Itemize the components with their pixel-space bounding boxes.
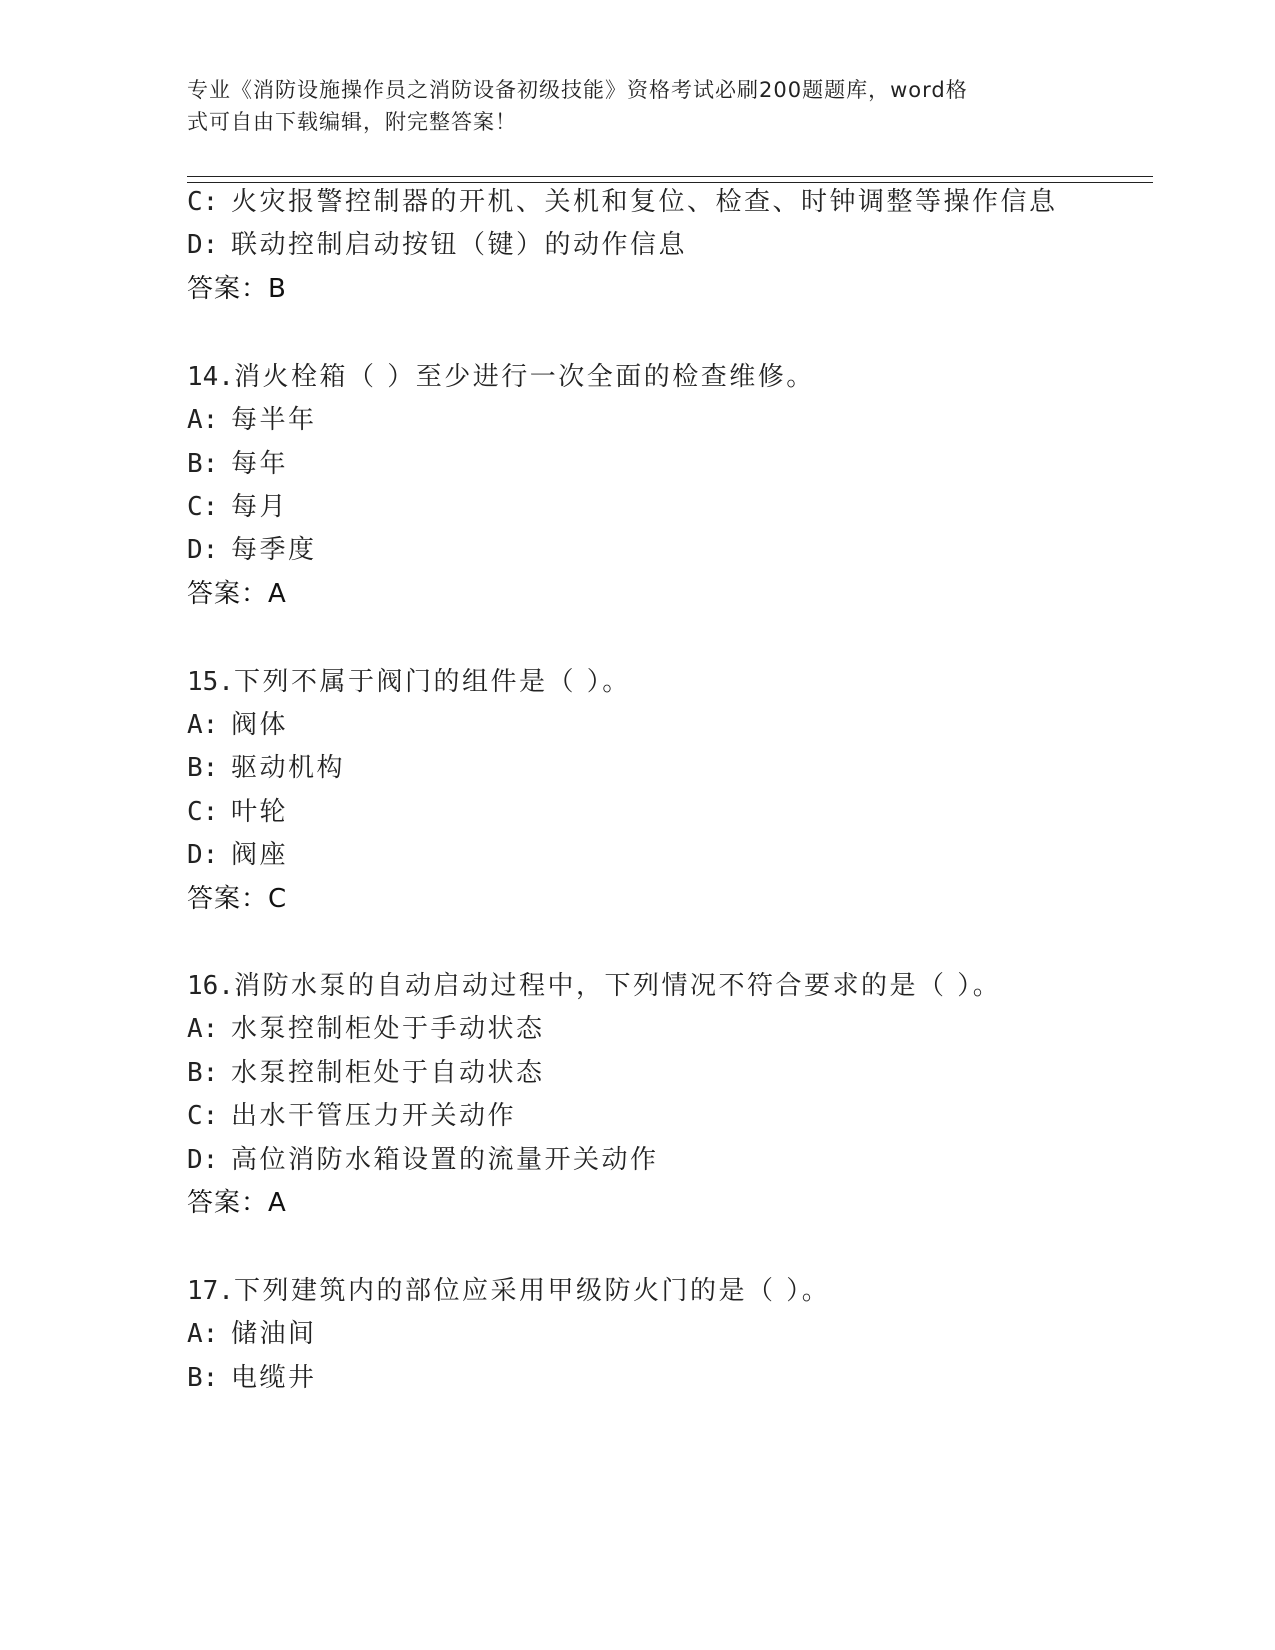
header-line-2: 式可自由下载编辑，附完整答案！	[187, 110, 517, 134]
option-text: 每半年	[231, 405, 317, 435]
option-label: A:	[187, 405, 219, 435]
option-line	[187, 707, 288, 743]
option-line	[187, 489, 288, 525]
question-number: 14.	[187, 362, 234, 392]
header-divider-top	[187, 176, 1153, 177]
option-label: A:	[187, 1319, 219, 1349]
question-stem	[187, 968, 1001, 1004]
question-text: 消防水泵的自动启动过程中，下列情况不符合要求的是（ ）。	[233, 971, 1002, 1001]
question-number: 16.	[187, 971, 234, 1001]
option-line	[187, 446, 288, 482]
question-number: 15.	[187, 667, 234, 697]
option-label: B:	[187, 1058, 219, 1088]
option-label: A:	[187, 710, 219, 740]
option-label: B:	[187, 1363, 219, 1393]
option-text: 每年	[231, 449, 289, 479]
header-divider-bottom	[187, 182, 1153, 183]
option-line	[187, 184, 1058, 220]
option-line	[187, 837, 288, 873]
option-label: D:	[187, 1145, 219, 1175]
option-text: 每月	[231, 492, 289, 522]
option-text: 阀座	[231, 840, 289, 870]
answer-line: 答案：C	[187, 884, 288, 914]
answer-line: 答案：A	[187, 1188, 287, 1218]
option-line	[187, 750, 345, 786]
option-text: 叶轮	[231, 797, 289, 827]
option-line	[187, 794, 288, 830]
question-number: 17.	[187, 1276, 234, 1306]
option-text: 储油间	[231, 1319, 317, 1349]
option-text: 出水干管压力开关动作	[231, 1101, 517, 1131]
option-text: 阀体	[231, 710, 289, 740]
question-text: 消火栓箱（ ）至少进行一次全面的检查维修。	[233, 362, 815, 392]
option-text: 水泵控制柜处于手动状态	[231, 1014, 545, 1044]
header-line-1: 专业《消防设施操作员之消防设备初级技能》资格考试必刷200题题库，word格	[187, 78, 968, 102]
option-line	[187, 402, 317, 438]
option-text: 每季度	[231, 535, 317, 565]
question-stem	[187, 1273, 830, 1309]
option-line	[187, 1098, 516, 1134]
answer-line: 答案：B	[187, 274, 287, 304]
option-label: B:	[187, 753, 219, 783]
option-line	[187, 1142, 659, 1178]
option-line	[187, 532, 317, 568]
option-label: C:	[187, 492, 219, 522]
answer-line: 答案：A	[187, 579, 287, 609]
option-label: D:	[187, 840, 219, 870]
option-line	[187, 1316, 317, 1352]
option-text: 联动控制启动按钮（键）的动作信息	[231, 230, 688, 260]
option-label: C:	[187, 1101, 219, 1131]
option-line	[187, 227, 687, 263]
option-label: B:	[187, 449, 219, 479]
document-header	[187, 74, 1077, 138]
option-text: 电缆井	[231, 1363, 317, 1393]
option-line	[187, 1055, 545, 1091]
option-label: D:	[187, 230, 219, 260]
option-line	[187, 1360, 317, 1396]
option-line	[187, 1011, 545, 1047]
option-text: 高位消防水箱设置的流量开关动作	[231, 1145, 659, 1175]
option-text: 水泵控制柜处于自动状态	[231, 1058, 545, 1088]
option-label: A:	[187, 1014, 219, 1044]
option-label: C:	[187, 797, 219, 827]
option-text: 驱动机构	[231, 753, 346, 783]
option-label: C:	[187, 187, 219, 217]
question-text: 下列不属于阀门的组件是（ ）。	[233, 667, 631, 697]
question-stem	[187, 359, 815, 395]
option-label: D:	[187, 535, 219, 565]
question-text: 下列建筑内的部位应采用甲级防火门的是（ ）。	[233, 1276, 831, 1306]
question-stem	[187, 664, 631, 700]
option-text: 火灾报警控制器的开机、关机和复位、检查、时钟调整等操作信息	[231, 187, 1058, 217]
